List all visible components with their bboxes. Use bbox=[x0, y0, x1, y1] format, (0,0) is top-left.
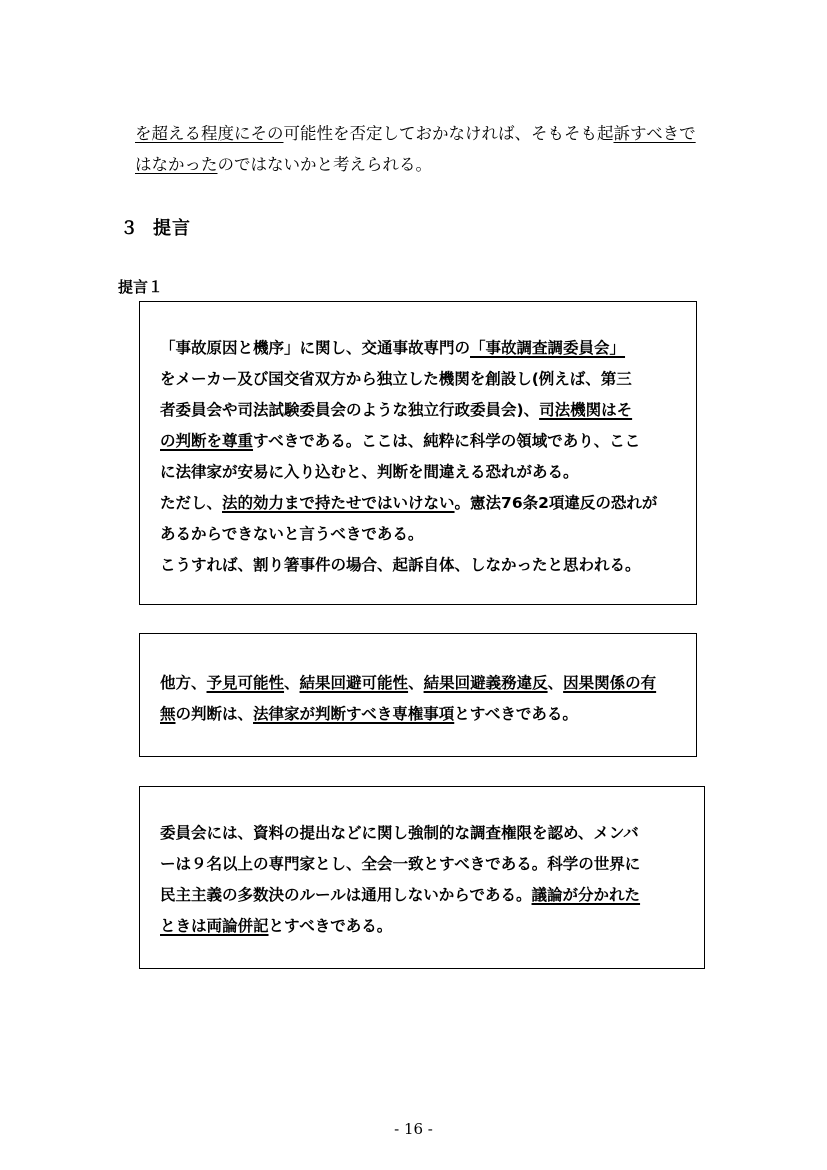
text-run: 、 bbox=[408, 674, 424, 692]
intro-line-1 bbox=[135, 118, 715, 149]
proposal-box-3 bbox=[139, 786, 705, 969]
text-run: ただし、 bbox=[160, 494, 223, 512]
box3-line-4 bbox=[160, 911, 704, 942]
box1-line-8: こうすれば、割り箸事件の場合、起訴自体、しなかったと思われる。 bbox=[160, 556, 641, 574]
underlined-text: 議論が分かれた bbox=[531, 886, 641, 904]
page-number: - 16 - bbox=[394, 1120, 433, 1138]
underlined-text: 結果回避可能性 bbox=[299, 674, 409, 692]
box1-line-1 bbox=[160, 333, 696, 364]
box3-line-3 bbox=[160, 880, 704, 911]
proposal-box-1 bbox=[139, 301, 697, 605]
text-run: とすべきである。 bbox=[268, 917, 393, 935]
proposal-label: 提言１ bbox=[118, 278, 164, 296]
box2-line-1 bbox=[160, 668, 696, 699]
box3-line-1: 委員会には、資料の提出などに関し強制的な調査権限を認め、メンバ bbox=[160, 824, 639, 842]
text-run: の判断は、 bbox=[175, 705, 254, 723]
box1-line-4 bbox=[160, 426, 696, 457]
text-run: 、 bbox=[284, 674, 300, 692]
box1-line-2: をメーカー及び国交省双方から独立した機関を創設し(例えば、第三 bbox=[160, 370, 632, 388]
underlined-text: ときは両論併記 bbox=[160, 917, 269, 935]
section-number: ３ bbox=[120, 218, 139, 239]
text-run: 他方、 bbox=[160, 674, 207, 692]
intro-line-2 bbox=[135, 149, 715, 180]
underlined-text: の判断を尊重 bbox=[160, 432, 254, 450]
underlined-text: 予見可能性 bbox=[206, 674, 285, 692]
box1-line-7: あるからできないと言うべきである。 bbox=[160, 525, 424, 543]
text-run: 「事故原因と機序」に関し、交通事故専門の bbox=[160, 339, 471, 357]
proposal-box-2 bbox=[139, 633, 697, 757]
underlined-text: 訴すべきで bbox=[613, 124, 696, 143]
text-run: 者委員会や司法試験委員会のような独立行政委員会)、 bbox=[160, 401, 540, 419]
text-run: 。憲法76条2項違反の恐れが bbox=[454, 494, 658, 512]
intro-paragraph bbox=[135, 118, 715, 180]
text-run: 民主主義の多数決のルールは通用しないからである。 bbox=[160, 886, 532, 904]
underlined-text: 法律家が判断すべき専権事項 bbox=[253, 705, 455, 723]
section-title: 提言 bbox=[153, 218, 191, 239]
box3-line-2: ーは９名以上の専門家とし、全会一致とすべきである。科学の世界に bbox=[160, 855, 641, 873]
underlined-text: 司法機関はそ bbox=[539, 401, 633, 419]
underlined-text: 結果回避義務違反 bbox=[423, 674, 548, 692]
underlined-text: を超える程度にその bbox=[135, 124, 284, 143]
text-run: 可能性を否定しておかなければ、そもそも起 bbox=[283, 124, 614, 143]
section-heading bbox=[120, 214, 191, 240]
text-run: 、 bbox=[547, 674, 564, 692]
underlined-text: はなかった bbox=[135, 155, 218, 174]
box1-line-6 bbox=[160, 488, 696, 519]
text-run: のではないかと考えられる。 bbox=[217, 155, 432, 174]
underlined-text: 法的効力まで持たせではいけない bbox=[222, 494, 455, 512]
text-run: とすべきである。 bbox=[454, 705, 578, 723]
box2-line-2 bbox=[160, 699, 696, 730]
underlined-text: 無 bbox=[160, 705, 176, 723]
text-run: すべきである。ここは、純粋に科学の領域であり、ここ bbox=[253, 432, 641, 450]
underlined-text: 「事故調査調委員会」 bbox=[470, 339, 626, 357]
box1-line-3 bbox=[160, 395, 696, 426]
underlined-text: 因果関係の有 bbox=[563, 674, 657, 692]
box1-line-5: に法律家が安易に入り込むと、判断を間違える恐れがある。 bbox=[160, 463, 579, 481]
